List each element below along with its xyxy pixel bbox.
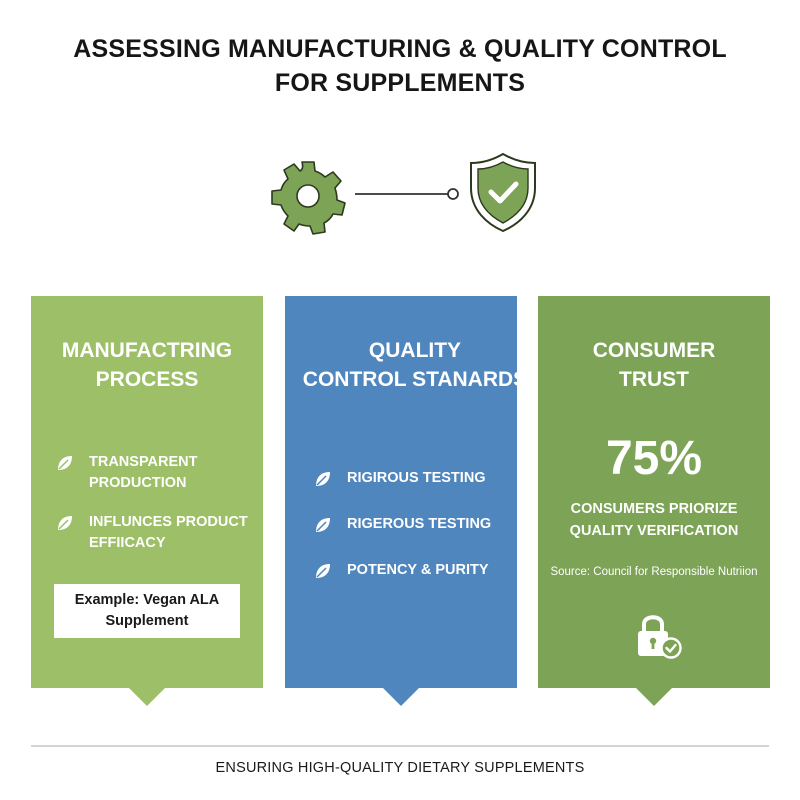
- leaf-icon: [313, 561, 333, 581]
- card-pointer: [383, 688, 419, 706]
- bullet-item: [313, 468, 486, 489]
- card-title-line-1: CONSUMER: [592, 339, 716, 362]
- card-pointer: [636, 688, 672, 706]
- bullet-text: EFFIICACY: [89, 535, 166, 551]
- stat-caption-line-2: QUALITY VERIFICATION: [569, 523, 739, 539]
- leaf-icon: [313, 469, 333, 489]
- card-pointer: [129, 688, 165, 706]
- leaf-icon: [55, 453, 75, 473]
- stat-value: 75%: [605, 432, 703, 485]
- example-box: [54, 584, 240, 638]
- page-title: [0, 32, 800, 100]
- bullet-item: [55, 512, 248, 554]
- card-title-line-2: CONTROL STANARDS: [302, 368, 528, 391]
- bullet-text: INFLUNCES PRODUCT: [89, 514, 248, 530]
- card-title-line-2: TRUST: [619, 368, 689, 391]
- gear-icon: [272, 162, 345, 234]
- example-line-1: Example: Vegan ALA: [74, 592, 220, 608]
- process-icon-row: [0, 150, 800, 240]
- padlock-check-icon: [634, 611, 684, 661]
- bullet-item: [55, 452, 197, 494]
- leaf-icon: [55, 513, 75, 533]
- card-manufacturing-process: [31, 296, 263, 688]
- connector-dot: [448, 189, 458, 199]
- shield-check-icon: [471, 154, 535, 231]
- bullet-text: RIGIROUS TESTING: [347, 470, 486, 486]
- bullet-text: PRODUCTION: [89, 475, 187, 491]
- card-quality-control-standards: [285, 296, 528, 688]
- stat-caption: [538, 498, 770, 542]
- card-title-line-1: QUALITY: [368, 339, 462, 362]
- footer-text: ENSURING HIGH-QUALITY DIETARY SUPPLEMENTS: [215, 760, 585, 776]
- bullet-text: POTENCY & PURITY: [347, 562, 489, 578]
- bullet-item: [313, 514, 491, 535]
- card-title: [538, 336, 770, 394]
- card-title-line-1: MANUFACTRING: [61, 339, 233, 362]
- card-title-line-2: PROCESS: [95, 368, 199, 391]
- bullet-text: RIGEROUS TESTING: [347, 516, 492, 532]
- card-consumer-trust: [538, 296, 770, 688]
- example-line-2: Supplement: [105, 613, 189, 629]
- stat-caption-line-1: CONSUMERS PRIORIZE: [570, 501, 738, 517]
- bullet-item: [313, 560, 489, 581]
- card-title: [31, 336, 263, 394]
- title-line-1: ASSESSING MANUFACTURING & QUALITY CONTROL: [73, 35, 727, 63]
- card-title: [299, 336, 531, 394]
- source-citation: Source: Council for Responsible Nutriion: [550, 566, 758, 578]
- bullet-text: TRANSPARENT: [89, 454, 198, 470]
- footer-divider: [31, 745, 769, 747]
- leaf-icon: [313, 515, 333, 535]
- title-line-2: FOR SUPPLEMENTS: [274, 69, 526, 97]
